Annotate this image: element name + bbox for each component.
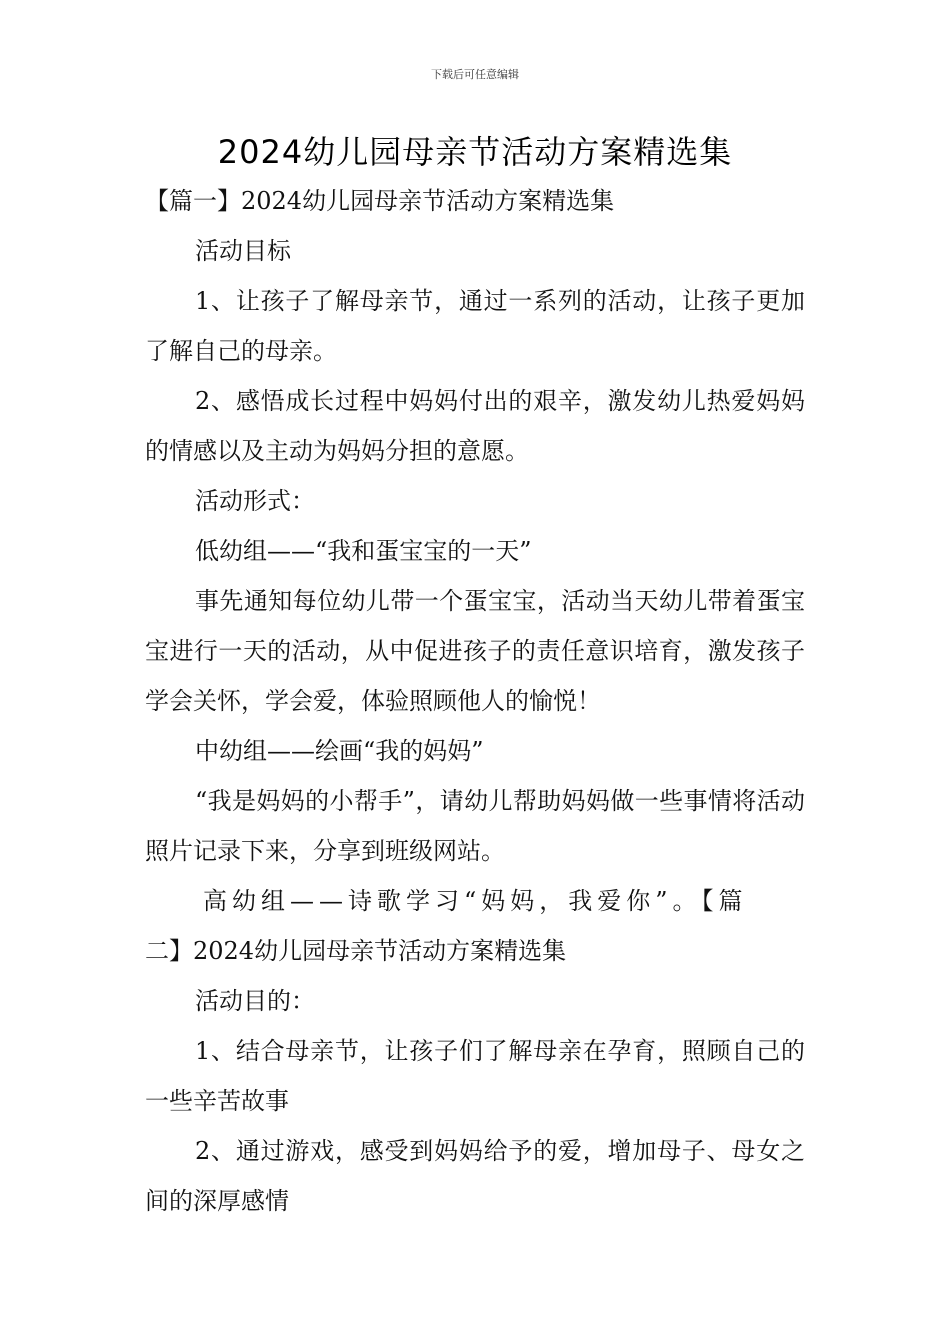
subheading-activity-purpose: 活动目的： xyxy=(195,987,315,1015)
purpose-item-2: 2、通过游戏，感受到妈妈给予的爱，增加母子、母女之间的深厚感情 xyxy=(145,1137,805,1215)
junior-group-heading: 低幼组——“我和蛋宝宝的一天” xyxy=(195,537,532,565)
document-title: 2024幼儿园母亲节活动方案精选集 xyxy=(217,133,733,171)
section-heading-2: 二】2024幼儿园母亲节活动方案精选集 xyxy=(145,937,567,965)
goal-item-1: 1、让孩子了解母亲节，通过一系列的活动，让孩子更加了解自己的母亲。 xyxy=(145,287,805,365)
goal-item-2: 2、感悟成长过程中妈妈付出的艰辛，激发幼儿热爱妈妈的情感以及主动为妈妈分担的意愿。 xyxy=(145,387,805,465)
header-note: 下载后可任意编辑 xyxy=(431,68,519,81)
document-body xyxy=(145,176,805,1226)
senior-group-heading: 高幼组——诗歌学习“妈妈，我爱你”。【篇 xyxy=(203,887,748,915)
middle-group-description: “我是妈妈的小帮手”，请幼儿帮助妈妈做一些事情将活动照片记录下来，分享到班级网站。 xyxy=(145,787,805,865)
purpose-item-1: 1、结合母亲节，让孩子们了解母亲在孕育，照顾自己的一些辛苦故事 xyxy=(145,1037,805,1115)
subheading-activity-goals: 活动目标 xyxy=(195,237,291,265)
junior-group-description: 事先通知每位幼儿带一个蛋宝宝，活动当天幼儿带着蛋宝宝进行一天的活动，从中促进孩子的责任意识培育，激发孩子学会关怀，学会爱，体验照顾他人的愉悦！ xyxy=(145,587,805,715)
section-heading-1: 【篇一】2024幼儿园母亲节活动方案精选集 xyxy=(145,187,615,215)
middle-group-heading: 中幼组——绘画“我的妈妈” xyxy=(195,737,484,765)
subheading-activity-forms: 活动形式： xyxy=(195,487,315,515)
